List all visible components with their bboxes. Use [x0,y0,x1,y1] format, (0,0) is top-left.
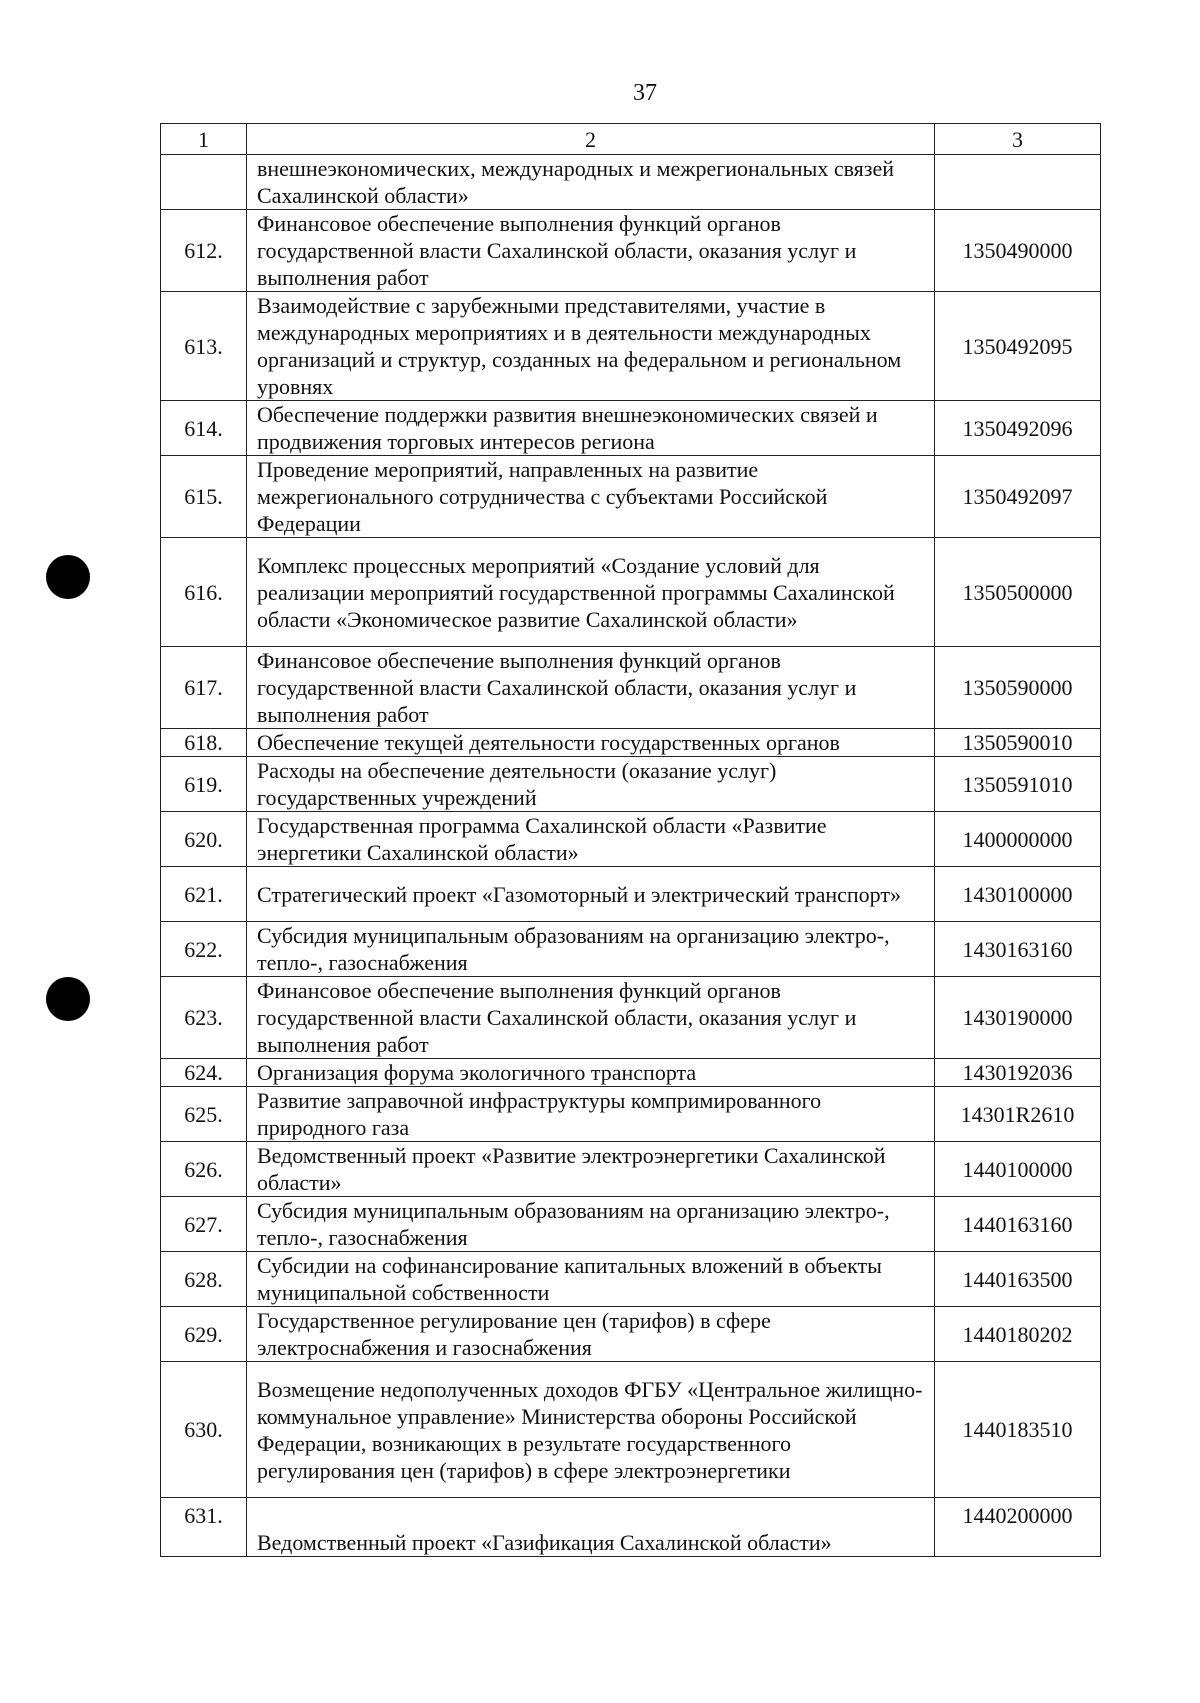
row-code: 1350492097 [935,456,1101,538]
row-number: 631. [161,1498,247,1557]
table-row [161,757,1101,812]
row-code: 1440180202 [935,1307,1101,1362]
row-description: Возмещение недополученных доходов ФГБУ «Центральное жилищно-коммунальное управление» Министерства обороны Российской Федерации, возникающих в результате государственного регулирования цен (тарифов) в сфере электроэнергетики [247,1362,935,1498]
row-number: 630. [161,1362,247,1498]
row-number: 629. [161,1307,247,1362]
row-code: 1400000000 [935,812,1101,867]
row-number: 618. [161,729,247,757]
table-row [161,210,1101,292]
table-row [161,401,1101,456]
row-code: 1430192036 [935,1059,1101,1087]
row-number: 622. [161,922,247,977]
row-code: 1430190000 [935,977,1101,1059]
column-header-1: 1 [161,124,247,155]
classification-table [160,123,1101,1557]
row-number: 616. [161,538,247,647]
row-number: 627. [161,1197,247,1252]
row-number: 621. [161,867,247,922]
row-code: 1440183510 [935,1362,1101,1498]
row-number: 624. [161,1059,247,1087]
row-description: внешнеэкономических, международных и межрегиональных связей Сахалинской области» [247,155,935,210]
row-code: 1350590000 [935,647,1101,729]
row-code: 1440100000 [935,1142,1101,1197]
row-description: Комплекс процессных мероприятий «Создание условий для реализации мероприятий государственной программы Сахалинской области «Экономическое развитие Сахалинской области» [247,538,935,647]
row-code: 1430100000 [935,867,1101,922]
row-description: Субсидия муниципальным образованиям на организацию электро-, тепло-, газоснабжения [247,922,935,977]
table-row [161,155,1101,210]
row-description: Финансовое обеспечение выполнения функций органов государственной власти Сахалинской области, оказания услуг и выполнения работ [247,977,935,1059]
row-number: 623. [161,977,247,1059]
row-number: 614. [161,401,247,456]
row-description: Организация форума экологичного транспорта [247,1059,935,1087]
row-number: 613. [161,292,247,401]
row-number: 625. [161,1087,247,1142]
table-row [161,1142,1101,1197]
table-row [161,729,1101,757]
row-number: 612. [161,210,247,292]
row-code: 1440200000 [935,1498,1101,1557]
table-row [161,812,1101,867]
table-row [161,1252,1101,1307]
punch-hole-top [46,555,90,599]
table-row [161,647,1101,729]
row-code [935,155,1101,210]
row-number: 626. [161,1142,247,1197]
row-description: Развитие заправочной инфраструктуры компримированного природного газа [247,1087,935,1142]
row-description: Расходы на обеспечение деятельности (оказание услуг) государственных учреждений [247,757,935,812]
row-code: 1350490000 [935,210,1101,292]
row-number: 620. [161,812,247,867]
table-row [161,1197,1101,1252]
row-description: Государственное регулирование цен (тарифов) в сфере электроснабжения и газоснабжения [247,1307,935,1362]
table-row [161,456,1101,538]
row-code: 1440163500 [935,1252,1101,1307]
table-row [161,1307,1101,1362]
row-number: 617. [161,647,247,729]
row-description: Обеспечение текущей деятельности государственных органов [247,729,935,757]
row-code: 1350492095 [935,292,1101,401]
row-code: 1350590010 [935,729,1101,757]
row-number: 615. [161,456,247,538]
page-number: 37 [633,80,657,106]
row-description: Государственная программа Сахалинской области «Развитие энергетики Сахалинской области» [247,812,935,867]
table-row [161,538,1101,647]
table-header-row [161,124,1101,155]
table-row [161,292,1101,401]
row-code: 14301R2610 [935,1087,1101,1142]
row-code: 1350500000 [935,538,1101,647]
row-number [161,155,247,210]
row-description: Стратегический проект «Газомоторный и электрический транспорт» [247,867,935,922]
table-row [161,867,1101,922]
row-code: 1430163160 [935,922,1101,977]
row-description: Ведомственный проект «Развитие электроэнергетики Сахалинской области» [247,1142,935,1197]
row-code: 1350591010 [935,757,1101,812]
punch-hole-bottom [46,977,90,1021]
table-row [161,1087,1101,1142]
table-row [161,1362,1101,1498]
table-row [161,922,1101,977]
row-description: Субсидия муниципальным образованиям на организацию электро-, тепло-, газоснабжения [247,1197,935,1252]
column-header-2: 2 [247,124,935,155]
row-description: Взаимодействие с зарубежными представителями, участие в международных мероприятиях и в деятельности международных организаций и структур, созданных на федеральном и региональном уровнях [247,292,935,401]
row-description: Субсидии на софинансирование капитальных вложений в объекты муниципальной собственности [247,1252,935,1307]
row-description: Финансовое обеспечение выполнения функций органов государственной власти Сахалинской области, оказания услуг и выполнения работ [247,647,935,729]
table-row [161,977,1101,1059]
row-code: 1440163160 [935,1197,1101,1252]
row-number: 619. [161,757,247,812]
row-description: Обеспечение поддержки развития внешнеэкономических связей и продвижения торговых интересов региона [247,401,935,456]
row-description: Финансовое обеспечение выполнения функций органов государственной власти Сахалинской области, оказания услуг и выполнения работ [247,210,935,292]
row-code: 1350492096 [935,401,1101,456]
row-description: Проведение мероприятий, направленных на развитие межрегионального сотрудничества с субъектами Российской Федерации [247,456,935,538]
table-row [161,1059,1101,1087]
row-description: Ведомственный проект «Газификация Сахалинской области» [247,1498,935,1557]
row-number: 628. [161,1252,247,1307]
column-header-3: 3 [935,124,1101,155]
table-row [161,1498,1101,1557]
